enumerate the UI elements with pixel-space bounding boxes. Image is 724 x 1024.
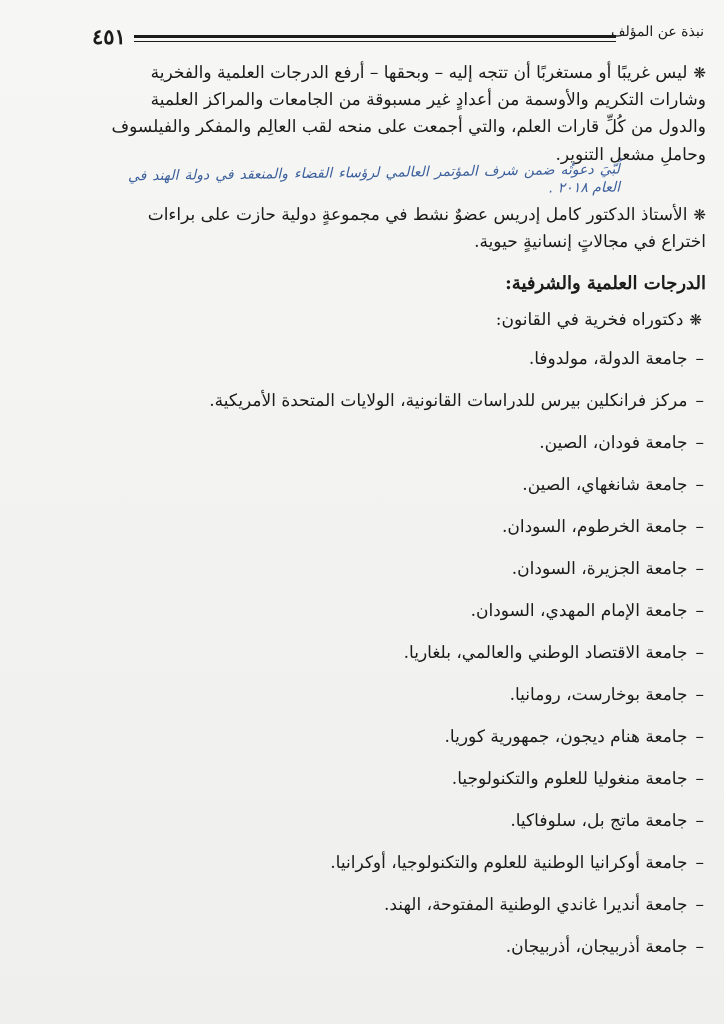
dash-icon: – bbox=[695, 685, 704, 706]
section-heading: الدرجات العلمية والشرفية: bbox=[505, 273, 706, 295]
dash-icon: – bbox=[695, 937, 704, 958]
list-item: –جامعة هنام ديجون، جمهورية كوريا. bbox=[444, 727, 704, 748]
intro-line-3: والدول من كُلِّ قارات العلم، والتي أجمعت على منحه لقب العالِم والمفكر والفيلسوف bbox=[111, 117, 706, 138]
bullet-icon: ❋ bbox=[693, 64, 706, 82]
intro-line-4: وحاملِ مشعل التنوير. bbox=[555, 144, 706, 165]
dash-icon: – bbox=[695, 349, 704, 370]
dash-icon: – bbox=[695, 433, 704, 454]
list-item: –جامعة الجزيرة، السودان. bbox=[511, 559, 704, 580]
running-header bbox=[92, 22, 704, 52]
list-item: –جامعة الخرطوم، السودان. bbox=[501, 517, 704, 538]
list-item: –جامعة أنديرا غاندي الوطنية المفتوحة، الهند. bbox=[383, 895, 704, 916]
list-item: –جامعة فودان، الصين. bbox=[539, 433, 704, 454]
running-title: نبذة عن المؤلف bbox=[611, 24, 704, 40]
list-item: –جامعة أوكرانيا الوطنية للعلوم والتكنولوجيا، أوكرانيا. bbox=[330, 853, 704, 874]
dash-icon: – bbox=[695, 601, 704, 622]
dash-icon: – bbox=[695, 895, 704, 916]
dash-icon: – bbox=[695, 559, 704, 580]
list-item: –جامعة الاقتصاد الوطني والعالمي، بلغاريا. bbox=[403, 643, 704, 664]
list-item: –جامعة بوخارست، رومانيا. bbox=[509, 685, 704, 706]
handwritten-note: لُبّيَ دعوتُه ضمن شرف المؤتمر العالمي لرؤساء القضاء والمنعقد في دولة الهند في العام ٢٠١٨ . bbox=[127, 161, 621, 196]
list-item: –مركز فرانكلين بيرس للدراسات القانونية، الولايات المتحدة الأمريكية. bbox=[209, 391, 704, 412]
list-item: –جامعة الدولة، مولدوفا. bbox=[528, 349, 704, 370]
page-body bbox=[98, 60, 706, 968]
list-item: –جامعة منغوليا للعلوم والتكنولوجيا. bbox=[451, 769, 704, 790]
bullet-icon: ❋ bbox=[693, 205, 706, 224]
page-number: ٤٥١ bbox=[92, 24, 126, 49]
dash-icon: – bbox=[695, 769, 704, 790]
dash-icon: – bbox=[695, 853, 704, 874]
intro-line-1: ❋ليس غريبًا أو مستغربًا أن تتجه إليه – وبحقها – أرفع الدرجات العلمية والفخرية bbox=[150, 63, 706, 83]
header-rule bbox=[134, 35, 616, 38]
dash-icon: – bbox=[695, 475, 704, 496]
patents-paragraph bbox=[98, 202, 706, 256]
list-item: –جامعة الإمام المهدي، السودان. bbox=[470, 601, 704, 622]
list-item: –جامعة شانغهاي، الصين. bbox=[522, 475, 704, 496]
dash-icon: – bbox=[695, 811, 704, 832]
bullet-icon: ❋ bbox=[689, 310, 702, 329]
dash-icon: – bbox=[695, 391, 704, 412]
patents-line-2: اختراع في مجالاتٍ إنسانيةٍ حيوية. bbox=[474, 231, 706, 252]
subheading bbox=[98, 307, 702, 334]
list-item: –جامعة أذربيجان، أذربيجان. bbox=[505, 937, 704, 958]
intro-line-2: وشارات التكريم والأوسمة من أعدادٍ غير مسبوقة من الجامعات والمراكز العلمية bbox=[150, 90, 706, 111]
intro-paragraph bbox=[98, 60, 706, 200]
patents-line-1: ❋الأستاذ الدكتور كامل إدريس عضوٌ نشط في مجموعةٍ دولية حازت على براءات bbox=[147, 204, 706, 225]
subheading-text: دكتوراه فخرية في القانون: bbox=[495, 309, 684, 330]
dash-icon: – bbox=[695, 643, 704, 664]
dash-icon: – bbox=[695, 517, 704, 538]
list-item: –جامعة ماتج بل، سلوفاكيا. bbox=[510, 811, 704, 832]
dash-icon: – bbox=[695, 727, 704, 748]
degree-list bbox=[98, 338, 706, 968]
